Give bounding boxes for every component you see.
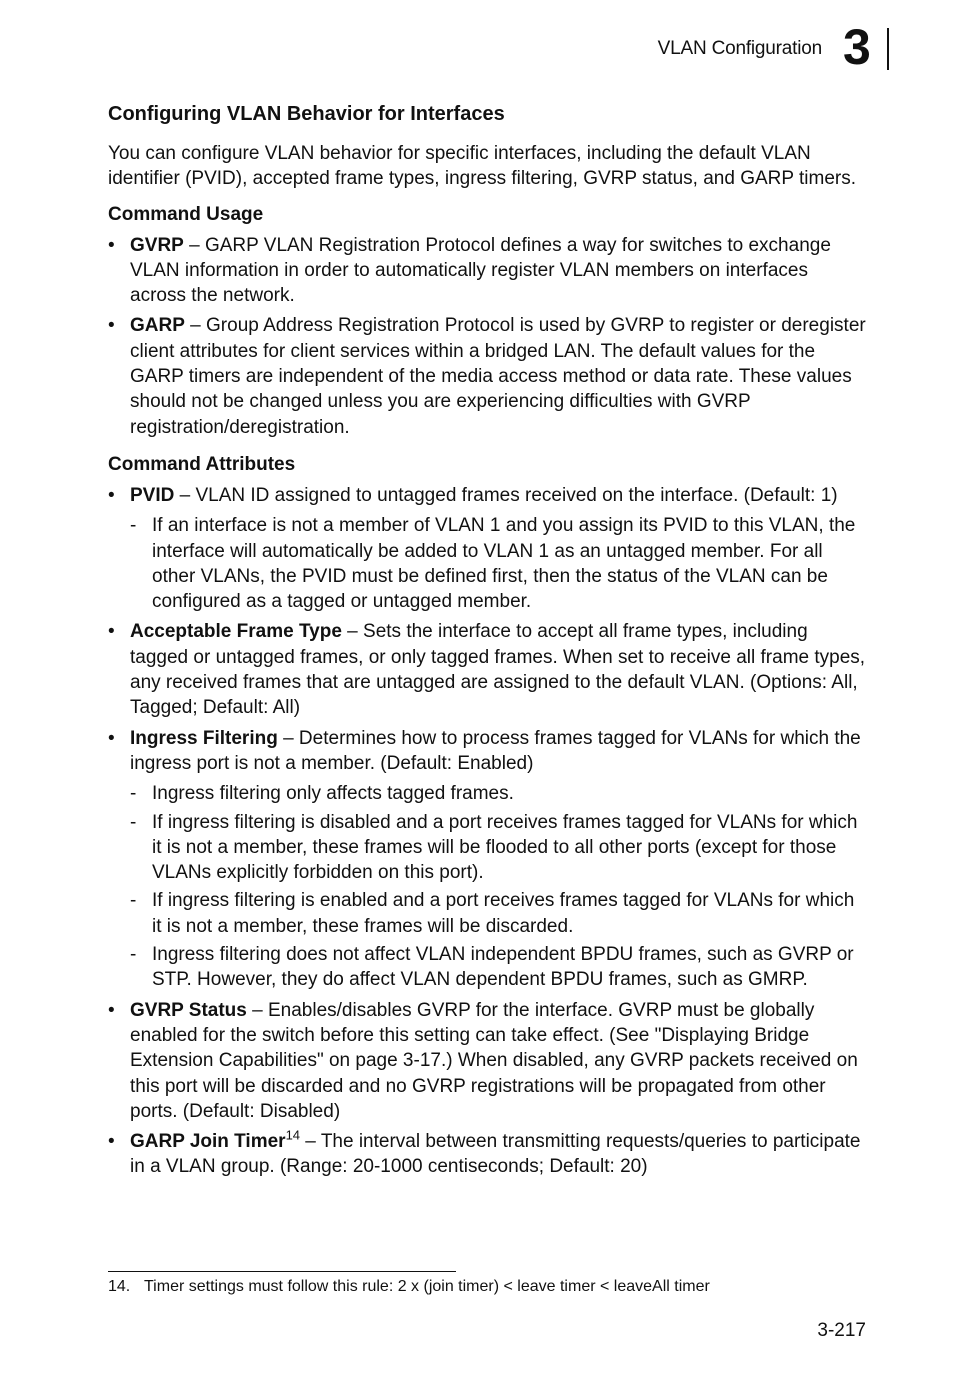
definition: – The interval between transmitting requests/queries to participate in a VLAN group. (Range: 20-1000 centiseconds; Default: 20) xyxy=(130,1131,861,1178)
list-item xyxy=(108,233,868,309)
definition: – GARP VLAN Registration Protocol defines a way for switches to exchange VLAN information in order to automatically register VLAN members on interfaces across the network. xyxy=(130,234,831,307)
term: GVRP xyxy=(130,234,184,256)
sub-list xyxy=(130,513,868,614)
term: PVID xyxy=(130,484,175,506)
dash-icon: - xyxy=(130,783,137,805)
dash-icon: - xyxy=(130,944,137,966)
list-item xyxy=(108,1129,868,1180)
command-usage-list xyxy=(108,233,868,440)
dash-icon: - xyxy=(130,515,137,537)
dash-icon: - xyxy=(130,890,137,912)
bullet-icon: • xyxy=(108,315,115,337)
bullet-icon: • xyxy=(108,999,115,1021)
bullet-icon: • xyxy=(108,1131,115,1153)
bullet-icon: • xyxy=(108,484,115,506)
sub-list xyxy=(130,781,868,992)
command-attributes-list xyxy=(108,483,868,1180)
bullet-icon: • xyxy=(108,234,115,256)
definition: – Determines how to process frames tagged for VLANs for which the ingress port is not a member. (Default: Enabled) xyxy=(130,727,861,774)
term: Ingress Filtering xyxy=(130,727,278,749)
sub-item: - If an interface is not a member of VLAN 1 and you assign its PVID to this VLAN, the interface will automatically be added to VLAN 1 as an untagged member. For all other VLANs, the PVID must be defined first, then the status of the VLAN can be configured as a tagged or untagged member. xyxy=(130,515,856,613)
page-number: 3-217 xyxy=(817,1320,866,1341)
chapter-tab xyxy=(843,19,889,75)
footnote-number: 14. xyxy=(108,1278,131,1295)
sub-item: - If ingress filtering is enabled and a port receives frames tagged for VLANs for which it is not a member, these frames will be discarded. xyxy=(130,890,855,937)
list-item xyxy=(108,726,868,993)
command-attributes-heading: Command Attributes xyxy=(108,453,296,475)
list-item xyxy=(108,313,868,439)
section-title: Configuring VLAN Behavior for Interfaces xyxy=(108,103,505,125)
footnote-divider xyxy=(108,1271,456,1272)
list-item xyxy=(108,619,868,720)
term: GARP xyxy=(130,315,185,337)
command-usage-heading: Command Usage xyxy=(108,203,264,225)
footnote-ref[interactable]: 14 xyxy=(285,1127,301,1143)
running-header: VLAN Configuration xyxy=(657,38,822,59)
intro-paragraph: You can configure VLAN behavior for specific interfaces, including the default VLAN identifier (PVID), accepted frame types, ingress filtering, GVRP status, and GARP timers. xyxy=(108,143,856,190)
definition: – Sets the interface to accept all frame types, including tagged or untagged frames, or only tagged frames. When set to receive all frame types, any received frames that are untagged are assigned to the default VLAN. (Options: All, Tagged; Default: All) xyxy=(130,621,866,719)
chapter-number: 3 xyxy=(843,19,871,75)
term: GARP Join Timer xyxy=(130,1131,286,1153)
bullet-icon: • xyxy=(108,621,115,643)
sub-item: - Ingress filtering does not affect VLAN independent BPDU frames, such as GVRP or STP. However, they do affect VLAN dependent BPDU frames, such as GMRP. xyxy=(130,944,854,991)
list-item xyxy=(108,998,868,1124)
definition: – Group Address Registration Protocol is used by GVRP to register or deregister client attributes for client services within a bridged LAN. The default values for the GARP timers are independent of the media access method or data rate. These values should not be changed unless you are experiencing difficulties with GVRP registration/deregistration. xyxy=(130,315,866,438)
term: Acceptable Frame Type xyxy=(130,621,342,643)
list-item xyxy=(108,483,868,614)
sub-item: - Ingress filtering only affects tagged frames. xyxy=(130,781,868,806)
footnote xyxy=(108,1277,710,1297)
definition: – Enables/disables GVRP for the interface. GVRP must be globally enabled for the switch before this setting can take effect. (See "Displaying Bridge Extension Capabilities" on page 3-17.) When disabled, any GVRP packets received on this port will be discarded and no GVRP registrations will be propagated from other ports. (Default: Disabled) xyxy=(130,999,858,1122)
term: GVRP Status xyxy=(130,999,247,1021)
page-content xyxy=(108,101,868,1192)
sub-item: - If ingress filtering is disabled and a port receives frames tagged for VLANs for which it is not a member, these frames will be flooded to all other ports (except for those VLANs explicitly forbidden on this port). xyxy=(130,811,858,884)
dash-icon: - xyxy=(130,811,137,833)
definition: – VLAN ID assigned to untagged frames received on the interface. (Default: 1) xyxy=(174,484,838,506)
bullet-icon: • xyxy=(108,727,115,749)
footnote-text: Timer settings must follow this rule: 2 x (join timer) < leave timer < leaveAll timer xyxy=(144,1278,710,1295)
